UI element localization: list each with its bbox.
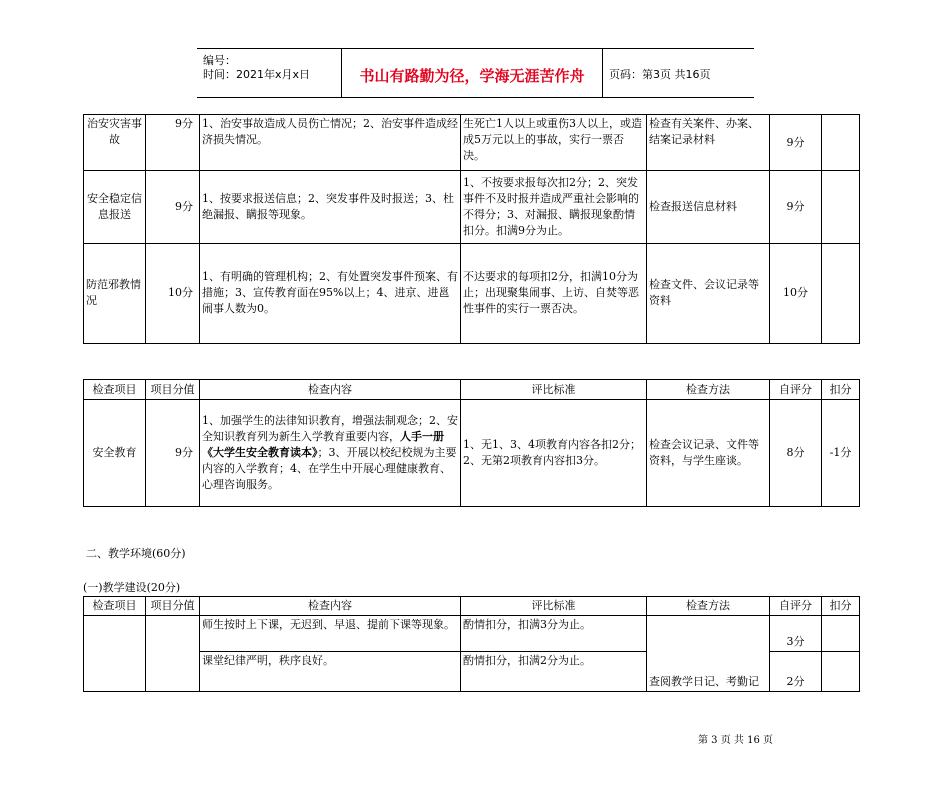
self-score-cell: 2分 [770, 652, 822, 692]
col-header-self-score: 自评分 [770, 380, 822, 400]
col-header-self-score: 自评分 [770, 597, 822, 616]
method-cell: 检查会议记录、文件等资料，与学生座谈。 [647, 400, 770, 507]
content-cell: 1、治安事故造成人员伤亡情况；2、治安事件造成经济损失情况。 [200, 115, 461, 171]
method-cell: 检查报送信息材料 [647, 171, 770, 243]
deduct-cell [822, 243, 860, 343]
section-title: 二、教学环境(60分) [86, 547, 186, 560]
deduct-cell [822, 171, 860, 243]
col-header-criteria: 评比标准 [461, 380, 647, 400]
criteria-cell: 不达要求的每项扣2分，扣满10分为止；出现聚集闹事、上访、自焚等恶性事件的实行一票否决。 [461, 243, 647, 343]
page-header [197, 48, 754, 98]
deduct-cell [822, 616, 860, 652]
col-header-score: 项目分值 [146, 597, 200, 616]
self-score-cell: 9分 [770, 171, 822, 243]
criteria-cell: 生死亡1人以上或重伤3人以上，或造成5万元以上的事故，实行一票否决。 [461, 115, 647, 171]
criteria-cell: 酌情扣分，扣满3分为止。 [461, 616, 647, 652]
table-row [84, 115, 860, 171]
content-cell: 课堂纪律严明，秩序良好。 [200, 652, 461, 692]
table-teaching-construction [83, 596, 860, 692]
score-cell [146, 616, 200, 692]
table-security-1 [83, 114, 860, 344]
method-cell: 检查有关案件、办案、结案记录材料 [647, 115, 770, 171]
score-cell: 9分 [146, 171, 200, 243]
col-header-content: 检查内容 [200, 380, 461, 400]
criteria-cell: 酌情扣分，扣满2分为止。 [461, 652, 647, 692]
col-header-deduct: 扣分 [822, 380, 860, 400]
deduct-cell [822, 115, 860, 171]
col-header-item: 检查项目 [84, 380, 146, 400]
content-cell [200, 400, 461, 507]
self-score-cell: 3分 [770, 616, 822, 652]
page-number-label: 页码：第3页 共16页 [609, 68, 711, 81]
col-header-criteria: 评比标准 [461, 597, 647, 616]
score-cell: 9分 [146, 115, 200, 171]
item-cell: 安全教育 [84, 400, 146, 507]
item-cell: 安全稳定信息报送 [84, 171, 146, 243]
table-row [84, 400, 860, 507]
table-safety-education [83, 379, 860, 507]
col-header-deduct: 扣分 [822, 597, 860, 616]
table-header-row [84, 380, 860, 400]
table-row [84, 171, 860, 243]
page-footer: 第 3 页 共 16 页 [698, 735, 773, 746]
col-header-content: 检查内容 [200, 597, 461, 616]
method-cell: 检查文件、会议记录等资料 [647, 243, 770, 343]
content-text-b: ；3、开展以校纪校规为主要内容的入学教育；4、在学生中开展心理健康教育、心理咨询服务。 [202, 446, 457, 491]
item-cell [84, 616, 146, 692]
content-cell: 师生按时上下课，无迟到、早退、提前下课等现象。 [200, 616, 461, 652]
content-bold-text: 人手一册《大学生安全教育读本》 [202, 430, 444, 459]
col-header-score: 项目分值 [146, 380, 200, 400]
content-cell: 1、按要求报送信息；2、突发事件及时报送；3、杜绝漏报、瞒报等现象。 [200, 171, 461, 243]
table-row [84, 616, 860, 652]
item-cell: 防范邪教情况 [84, 243, 146, 343]
score-cell: 10分 [146, 243, 200, 343]
criteria-cell: 1、不按要求报每次扣2分；2、突发事件不及时报并造成严重社会影响的不得分；3、对漏报、瞒报现象酌情扣分。扣满9分为止。 [461, 171, 647, 243]
header-motto-cell [342, 49, 603, 97]
content-text-a: 1、加强学生的法律知识教育，增强法制观念；2、安全知识教育列为新生入学教育重要内容， [202, 414, 458, 443]
criteria-cell: 1、无1、3、4项教育内容各扣2分；2、无第2项教育内容扣3分。 [461, 400, 647, 507]
number-label: 编号： [203, 54, 236, 67]
header-motto: 书山有路勤为径，学海无涯苦作舟 [359, 67, 585, 85]
self-score-cell: 9分 [770, 115, 822, 171]
item-cell: 治安灾害事故 [84, 115, 146, 171]
col-header-method: 检查方法 [647, 597, 770, 616]
table-header-row [84, 597, 860, 616]
table-row [84, 243, 860, 343]
col-header-item: 检查项目 [84, 597, 146, 616]
self-score-cell: 8分 [770, 400, 822, 507]
score-cell: 9分 [146, 400, 200, 507]
content-cell: 1、有明确的管理机构；2、有处置突发事件预案、有措施；3、宣传教育面在95%以上；4、进京、进邕闹事人数为0。 [200, 243, 461, 343]
col-header-method: 检查方法 [647, 380, 770, 400]
deduct-cell: -1分 [822, 400, 860, 507]
time-label: 时间：2021年x月x日 [203, 68, 311, 81]
deduct-cell [822, 652, 860, 692]
header-meta [197, 49, 342, 97]
self-score-cell: 10分 [770, 243, 822, 343]
method-cell: 查阅教学日记、考勤记 [647, 616, 770, 692]
subsection-title: (一)教学建设(20分) [83, 581, 181, 594]
